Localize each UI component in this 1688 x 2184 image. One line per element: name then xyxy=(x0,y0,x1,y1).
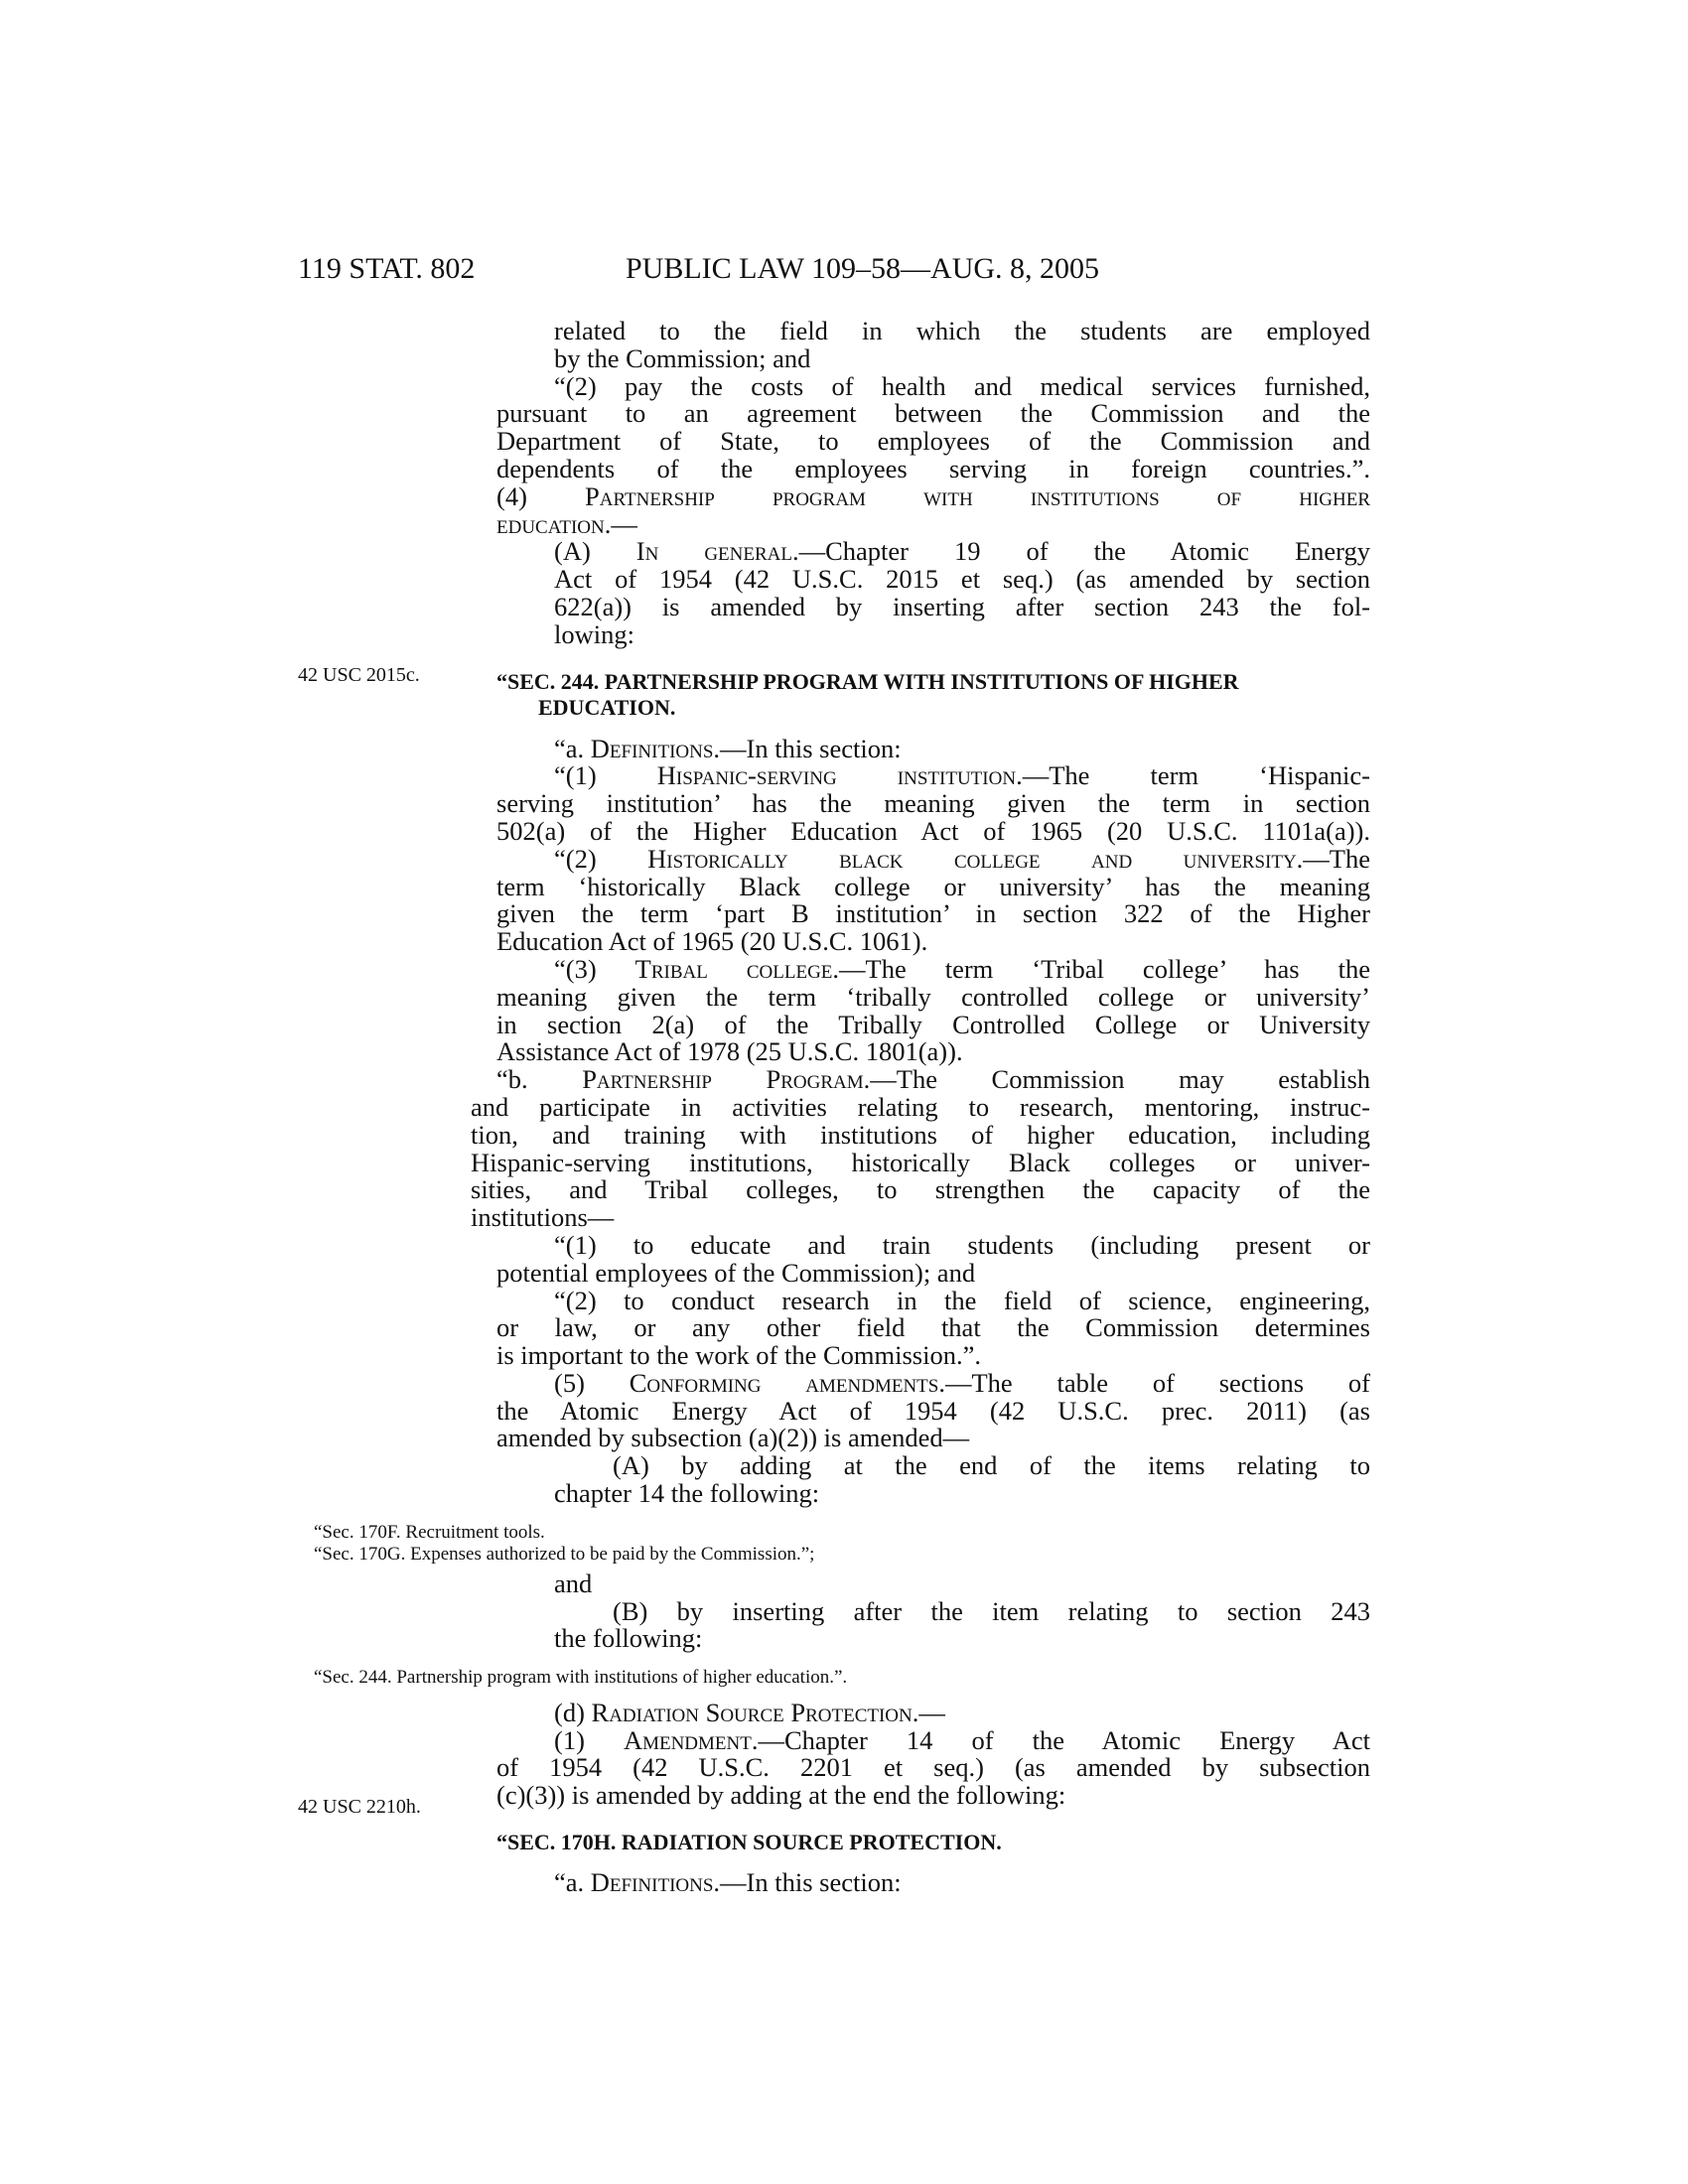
text-line: Assistance Act of 1978 (25 U.S.C. 1801(a)). xyxy=(496,1036,963,1067)
text-line: related to the field in which the students are employed xyxy=(554,316,1370,345)
definitions-heading: “a. Definitions.—In this section: xyxy=(554,733,902,763)
toc-entry: “Sec. 170F. Recruitment tools. xyxy=(314,1521,545,1543)
section-170h-heading: “SEC. 170H. RADIATION SOURCE PROTECTION. xyxy=(496,1829,1002,1854)
partnership-program-heading: “b. Partnership Program.—The Commission may establish xyxy=(496,1064,1371,1095)
toc-entry: “Sec. 244. Partnership program with institutions of higher education.”. xyxy=(314,1667,848,1689)
text-line: amended by subsection (a)(2)) is amended— xyxy=(496,1423,970,1453)
text-line: dependents of the employees serving in foreign countries.”. xyxy=(496,453,1370,483)
paragraph-4-heading: (4) Partnership program with institutions of higher xyxy=(496,480,1370,511)
text-line: Hispanic-serving institutions, historically Black colleges or univer- xyxy=(471,1147,1370,1177)
text-line: pursuant to an agreement between the Commission and the xyxy=(496,398,1370,429)
text-line: 502(a) of the Higher Education Act of 1965 (20 U.S.C. 1101a(a)). xyxy=(496,815,1370,846)
text-line: and xyxy=(554,1568,593,1598)
text-line: sities, and Tribal colleges, to strengthen the capacity of the xyxy=(471,1174,1370,1205)
text-line: (c)(3)) is amended by adding at the end the following: xyxy=(496,1780,1066,1811)
text-line: chapter 14 the following: xyxy=(554,1478,820,1509)
text-line: in section 2(a) of the Tribally Controlled College or University xyxy=(496,1009,1370,1039)
text-line: serving institution’ has the meaning given the term in section xyxy=(496,788,1370,819)
definition-3-heading: “(3) Tribal college.—The term ‘Tribal college’ has the xyxy=(554,953,1370,984)
definition-2-heading: “(2) Historically black college and university.—The xyxy=(554,843,1370,874)
text-line: lowing: xyxy=(554,618,634,649)
text-line: Education Act of 1965 (20 U.S.C. 1061). xyxy=(496,926,928,957)
paragraph-5-heading: (5) Conforming amendments.—The table of sections of xyxy=(554,1367,1370,1398)
text-line: meaning given the term ‘tribally controlled college or university’ xyxy=(496,981,1370,1012)
text-line: institutions— xyxy=(471,1202,615,1233)
definition-1-heading: “(1) Hispanic-serving institution.—The term ‘Hispanic- xyxy=(554,760,1370,791)
subsection-d-heading: (d) Radiation Source Protection.— xyxy=(554,1697,945,1727)
text-line: and participate in activities relating to research, mentoring, instruc- xyxy=(471,1091,1370,1122)
margin-note-42-usc-2210h: 42 USC 2210h. xyxy=(298,1796,421,1818)
subparagraph-a-heading: (A) In general.—Chapter 19 of the Atomic Energy xyxy=(554,536,1371,567)
page-stat-number: 119 STAT. 802 xyxy=(298,252,476,285)
text-line: of 1954 (42 U.S.C. 2201 et seq.) (as amended by subsection xyxy=(496,1752,1370,1783)
amendment-heading: (1) Amendment.—Chapter 14 of the Atomic Energy Act xyxy=(554,1724,1370,1755)
text-line: Act of 1954 (42 U.S.C. 2015 et seq.) (as amended by section xyxy=(554,564,1370,595)
margin-note-42-usc-2015c: 42 USC 2015c. xyxy=(298,664,420,686)
text-line: by the Commission; and xyxy=(554,342,811,373)
definitions-heading: “a. Definitions.—In this section: xyxy=(554,1867,902,1898)
text-line: the following: xyxy=(554,1623,703,1654)
text-line: or law, or any other field that the Commission determines xyxy=(496,1312,1370,1343)
section-244-heading-cont: EDUCATION. xyxy=(538,695,676,721)
text-line: tion, and training with institutions of higher education, including xyxy=(471,1119,1370,1150)
text-line: potential employees of the Commission); and xyxy=(496,1257,976,1288)
text-line: (B) by inserting after the item relating to section 243 xyxy=(613,1595,1370,1626)
section-244-heading: “SEC. 244. PARTNERSHIP PROGRAM WITH INSTITUTIONS OF HIGHER xyxy=(496,668,1239,694)
toc-entry: “Sec. 170G. Expenses authorized to be paid by the Commission.”; xyxy=(314,1544,815,1566)
text-line: “(2) to conduct research in the field of science, engineering, xyxy=(554,1285,1370,1315)
running-header-title: PUBLIC LAW 109–58—AUG. 8, 2005 xyxy=(626,252,1100,285)
text-line: the Atomic Energy Act of 1954 (42 U.S.C. prec. 2011) (as xyxy=(496,1395,1370,1426)
text-line: Department of State, to employees of the Commission and xyxy=(496,426,1370,457)
text-line: term ‘historically Black college or university’ has the meaning xyxy=(496,871,1370,901)
text-line: (A) by adding at the end of the items relating to xyxy=(613,1450,1370,1481)
text-line: 622(a)) is amended by inserting after section 243 the fol- xyxy=(554,591,1370,621)
text-line: given the term ‘part B institution’ in section 322 of the Higher xyxy=(496,898,1370,929)
text-line: is important to the work of the Commission.”. xyxy=(496,1340,981,1371)
text-line: “(1) to educate and train students (including present or xyxy=(554,1229,1370,1260)
paragraph-4-heading-cont: education.— xyxy=(496,508,637,539)
text-line: “(2) pay the costs of health and medical services furnished, xyxy=(554,370,1370,401)
